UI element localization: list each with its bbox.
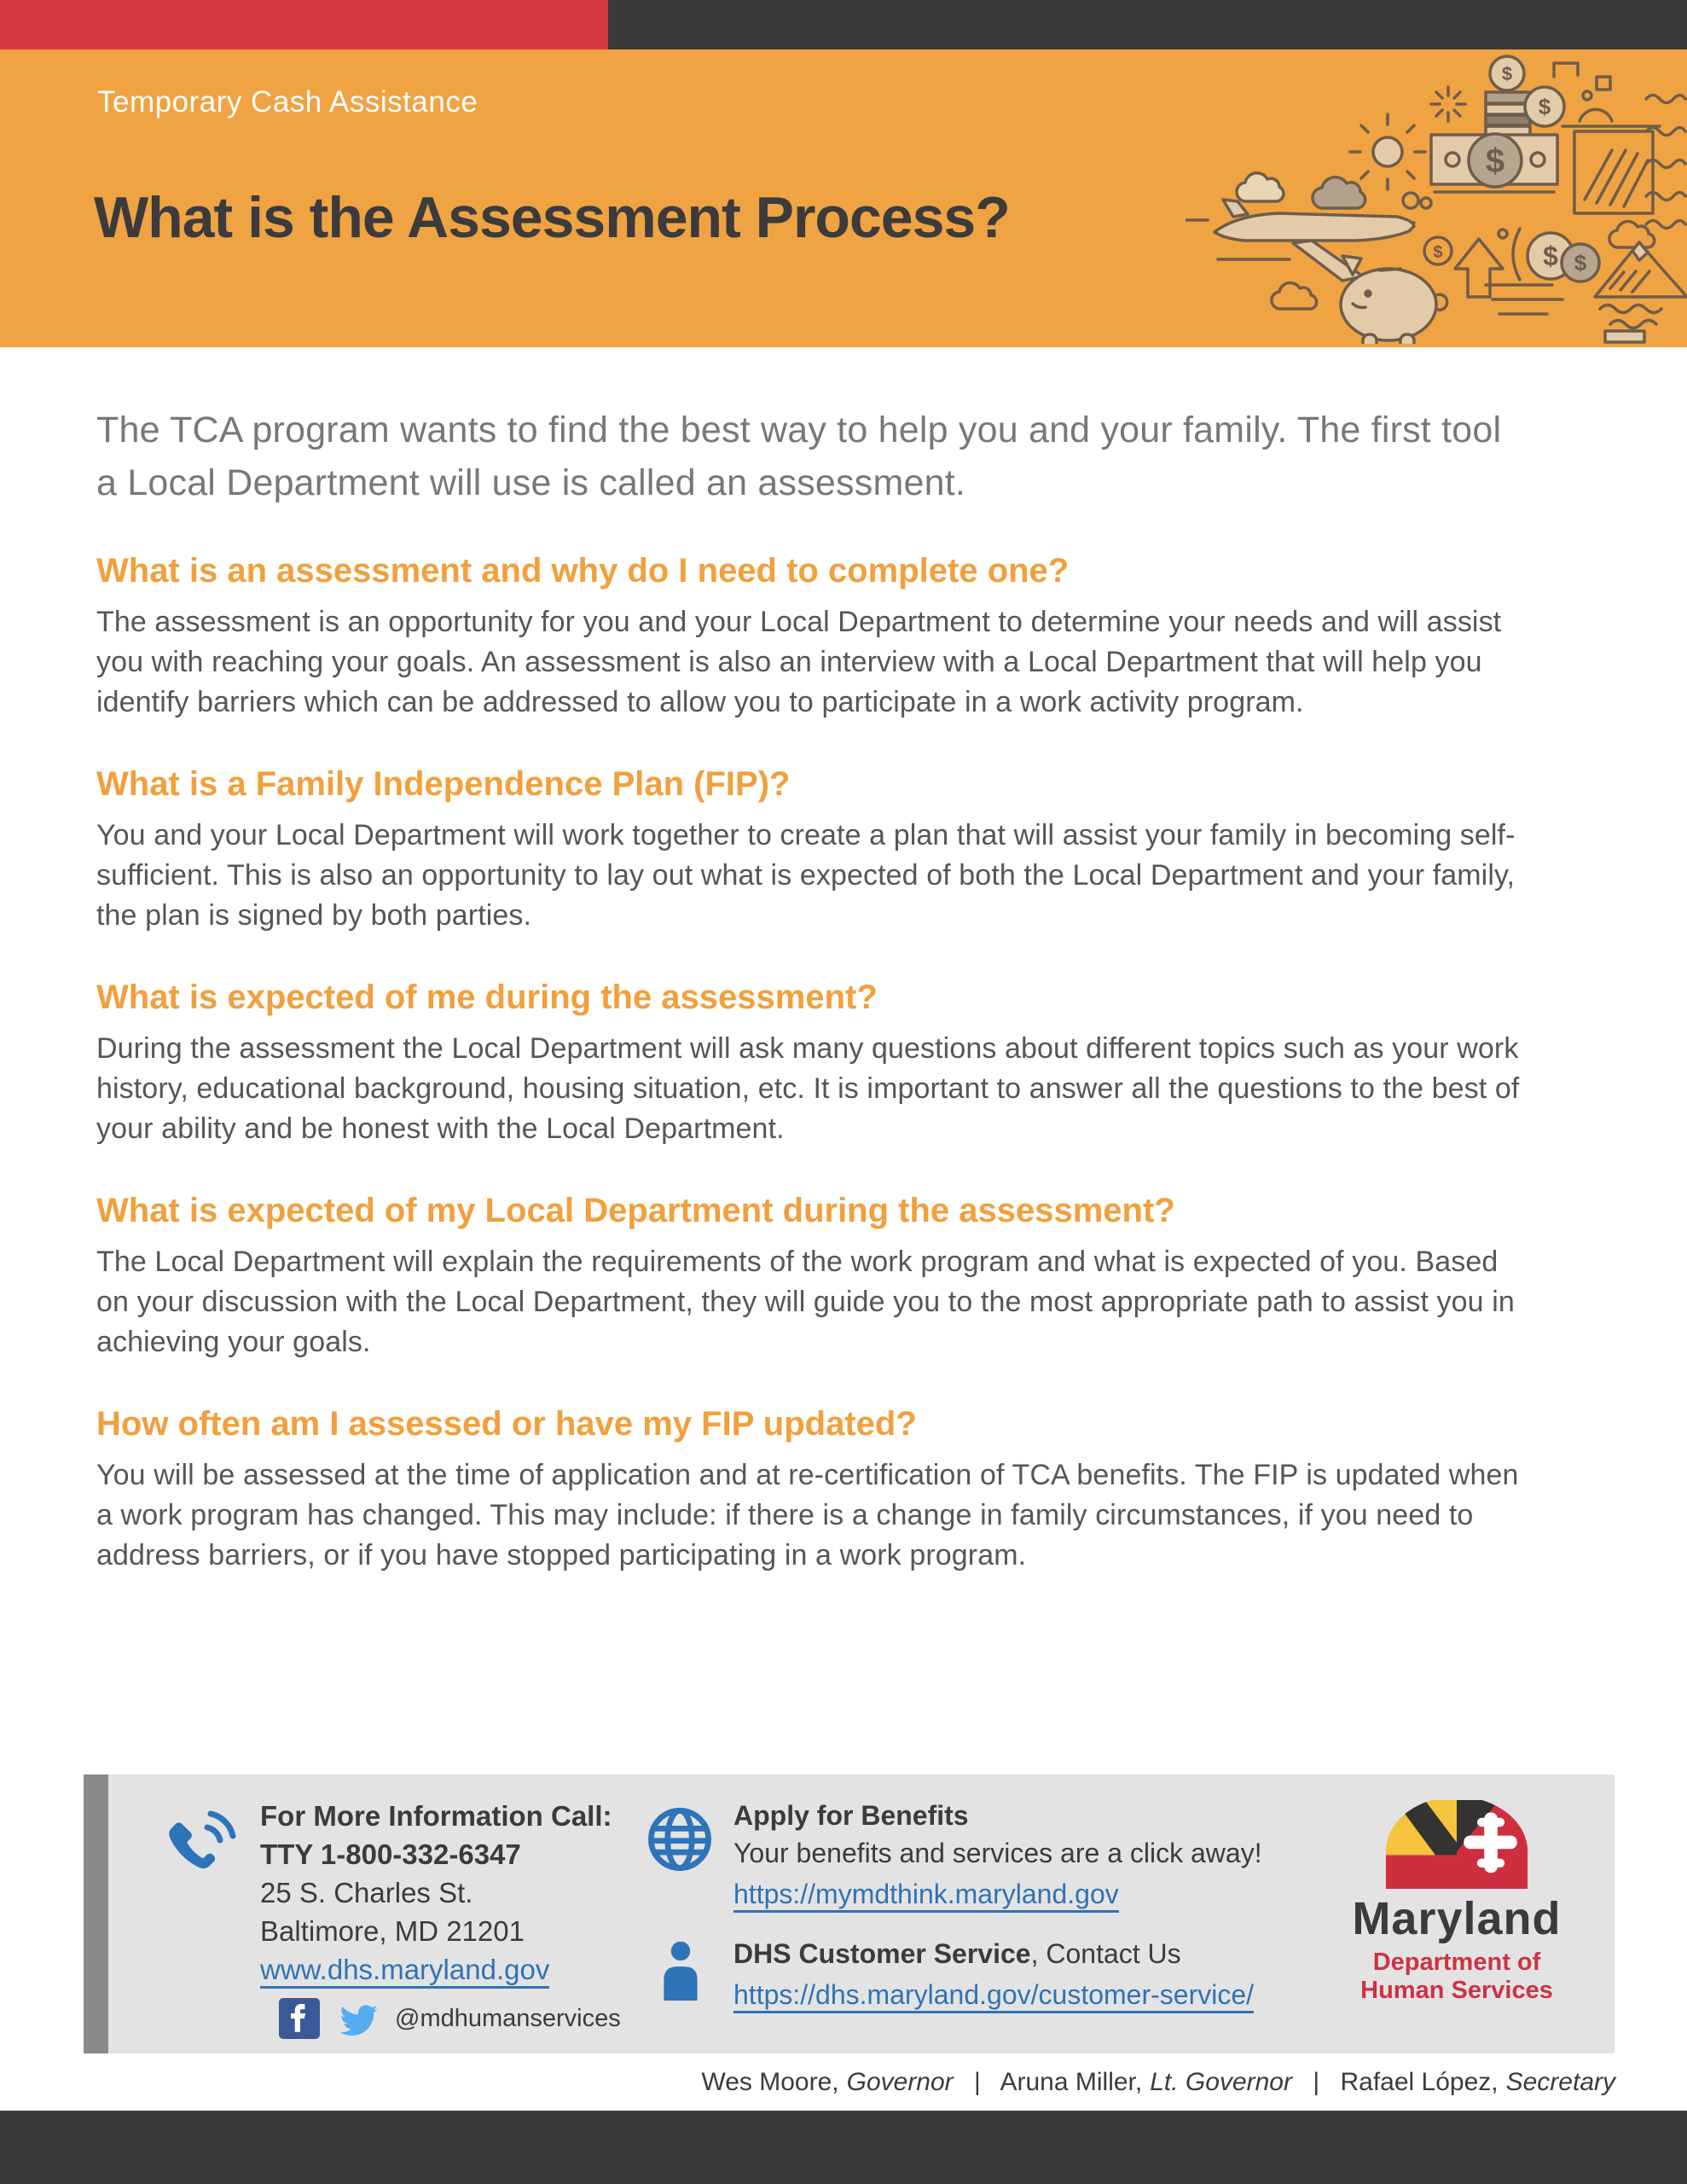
info-heading: For More Information Call: <box>260 1800 612 1832</box>
piggy-bank-icon <box>1341 256 1447 344</box>
apply-benefits-block <box>733 1797 1262 1913</box>
section-heading-how-often: How often am I assessed or have my FIP updated? <box>96 1405 917 1443</box>
section-heading-assessment: What is an assessment and why do I need to complete one? <box>96 552 1070 590</box>
section-heading-expected-of-me: What is expected of me during the assessment? <box>96 979 878 1016</box>
secretary-name: Rafael López, <box>1340 2068 1499 2096</box>
coin-stack-icon <box>1486 56 1564 136</box>
section-heading-expected-of-department: What is expected of my Local Department during the assessment? <box>96 1192 1175 1229</box>
logo-state-name: Maryland <box>1352 1893 1562 1944</box>
maryland-dhs-logo <box>1333 1800 1580 2005</box>
maryland-flag-logo <box>1385 1800 1528 1889</box>
dollar-coins-icon <box>1513 229 1599 282</box>
footer-accent-strip <box>84 1774 108 2053</box>
page-title: What is the Assessment Process? <box>94 185 1010 250</box>
facebook-icon[interactable] <box>279 1998 320 2039</box>
globe-icon <box>644 1804 716 1875</box>
section-body-how-often: You will be assessed at the time of application and at re-certification of TCA benefits. The FIP is updated when a work program has changed. This may include: if there is a change in family circumstances, if you need to address barriers, or if you have stopped participating in a work program. <box>96 1459 1519 1571</box>
svg-text:$: $ <box>1433 243 1443 262</box>
mountain-icon <box>1595 242 1687 297</box>
address-line-1: 25 S. Charles St. <box>260 1877 473 1908</box>
customer-service-label: DHS Customer Service <box>733 1938 1031 1969</box>
logo-dept-line1: Department of <box>1372 1949 1541 1976</box>
header-banner <box>0 49 1687 347</box>
person-icon <box>651 1937 710 2005</box>
section-body-expected-of-me: During the assessment the Local Department will ask many questions about different topics such as your work history, educational background, housing situation, etc. It is important to answer all the questions to the best of your ability and be honest with the Local Department. <box>96 1032 1520 1145</box>
separator: | <box>974 2068 981 2096</box>
svg-text:$: $ <box>1501 63 1513 84</box>
building-icon <box>1562 109 1660 213</box>
top-dark-bar <box>608 0 1687 49</box>
secretary-title: Secretary <box>1505 2068 1615 2096</box>
separator: | <box>1313 2068 1320 2096</box>
social-handle: @mdhumanservices <box>395 2004 621 2032</box>
svg-text:$: $ <box>1485 142 1505 180</box>
governor-name: Wes Moore, <box>701 2068 839 2096</box>
social-row <box>279 1998 621 2039</box>
svg-text:$: $ <box>1574 250 1587 276</box>
customer-service-block <box>733 1935 1254 2013</box>
governor-title: Governor <box>846 2068 954 2096</box>
customer-service-link[interactable]: https://dhs.maryland.gov/customer-service/ <box>733 1979 1254 2013</box>
officials-line <box>701 2068 1615 2097</box>
up-arrow-icon <box>1455 239 1503 297</box>
logo-dept-line2: Human Services <box>1360 1977 1553 2004</box>
lt-governor-title: Lt. Governor <box>1150 2068 1292 2096</box>
customer-service-rest: , Contact Us <box>1030 1938 1181 1969</box>
intro-paragraph: The TCA program wants to find the best way to help you and your family. The first tool a Local Department will use is called an assessment. <box>96 410 1502 503</box>
section-body-assessment: The assessment is an opportunity for you and your Local Department to determine your needs and will assist you with reaching your goals. An assessment is also an interview with a Local Department that will help you identify barriers which can be addressed to allow you to participate in a work activity program. <box>96 606 1502 718</box>
svg-text:$: $ <box>1538 94 1551 119</box>
dhs-website-link[interactable]: www.dhs.maryland.gov <box>260 1954 549 1989</box>
address-line-2: Baltimore, MD 21201 <box>260 1915 525 1947</box>
apply-heading: Apply for Benefits <box>733 1800 969 1831</box>
main-content <box>96 347 1531 1576</box>
sparkle-icon <box>1431 87 1465 121</box>
kicker: Temporary Cash Assistance <box>97 85 478 119</box>
svg-text:$: $ <box>1543 241 1558 271</box>
section-heading-fip: What is a Family Independence Plan (FIP)? <box>96 765 791 803</box>
mymdthink-link[interactable]: https://mymdthink.maryland.gov <box>733 1879 1119 1913</box>
top-red-bar <box>0 0 608 49</box>
apply-text: Your benefits and services are a click away! <box>733 1838 1262 1868</box>
footer-contact-box <box>108 1774 1615 2053</box>
twitter-icon[interactable] <box>332 1998 381 2039</box>
contact-info-block <box>260 1797 612 1989</box>
text-lines-icon <box>1486 285 1562 314</box>
bottom-dark-bar <box>0 2111 1687 2184</box>
sun-icon <box>1350 114 1425 189</box>
tty-number: TTY 1-800-332-6347 <box>260 1838 521 1870</box>
phone-icon <box>158 1807 243 1892</box>
section-body-expected-of-department: The Local Department will explain the requirements of the work program and what is expected of you. Based on your discussion with the Local Department, they will guide you to the most appropriate path to assist you in achieving your goals. <box>96 1246 1515 1358</box>
misc-shapes-icon <box>1554 63 1610 100</box>
finance-doodle-illustration <box>1186 49 1687 344</box>
lt-governor-name: Aruna Miller, <box>1000 2068 1143 2096</box>
section-body-fip: You and your Local Department will work together to create a plan that will assist your family in becoming self-sufficient. This is also an opportunity to lay out what is expected of both the Local Department and your family, the plan is signed by both parties. <box>96 819 1516 932</box>
